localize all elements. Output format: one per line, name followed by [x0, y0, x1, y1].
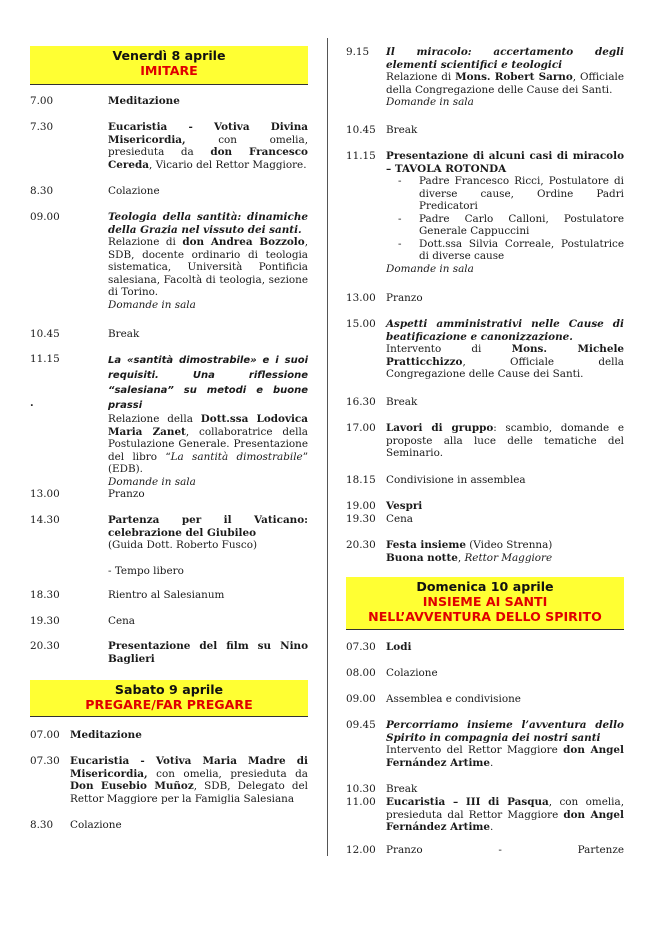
entry-qa: Domande in sala — [386, 262, 474, 275]
entry-time: 13.00 — [346, 292, 376, 304]
entry-time: 07.30 — [30, 755, 60, 767]
entry-title: Il miracolo: accertamento degli elementi scientifici e teologici — [386, 46, 624, 71]
entry-time: 11.15 — [346, 150, 376, 162]
entry-title: Vespri — [386, 500, 423, 512]
sun-entry-eucaristia — [346, 796, 624, 834]
entry-text: , Officiale della Congregazione delle Cause dei Santi. — [386, 71, 624, 96]
entry-time: 20.30 — [346, 539, 376, 551]
sat-entry-colazione — [30, 819, 308, 832]
entry-text: Intervento di — [386, 343, 512, 355]
entry-speaker: Mons. Robert Sarno — [455, 71, 573, 83]
entry-text: Pranzo — [386, 292, 423, 304]
entry-time: 09.45 — [346, 719, 376, 731]
fri-entry-pranzo — [30, 488, 308, 501]
entry-time: 19.30 — [30, 615, 60, 627]
entry-time: 16.30 — [346, 396, 376, 408]
sun-entry-colazione — [346, 667, 624, 680]
entry-time: 11.15 — [30, 353, 60, 365]
entry-text: Relazione di — [386, 71, 456, 83]
entry-title: Lodi — [386, 641, 412, 653]
sun-entry-pranzo — [346, 844, 624, 857]
sat-entry-condivisione — [346, 474, 624, 487]
entry-time: 8.30 — [30, 185, 54, 197]
entry-text: Break — [386, 396, 418, 408]
sat-entry-tavola — [346, 150, 624, 275]
fri-entry-cena — [30, 615, 308, 628]
entry-text: con omelia, presieduta da — [108, 133, 308, 158]
entry-title: Festa insieme — [386, 539, 466, 551]
entry-time: 09.00 — [30, 211, 60, 223]
entry-time: 7.30 — [30, 121, 54, 133]
entry-book: La santità dimostrabile — [170, 450, 303, 463]
entry-text: Cena — [386, 513, 413, 525]
entry-time: 19.00 — [346, 500, 376, 512]
fri-entry-vaticano — [30, 514, 308, 577]
entry-time: 10.30 — [346, 783, 376, 795]
entry-time: 11.00 — [346, 796, 376, 808]
entry-text: Break — [108, 328, 140, 340]
fri-entry-meditazione — [30, 95, 308, 108]
list-item: - Padre Carlo Calloni, Postulatore Generale Cappuccini — [398, 212, 624, 237]
friday-day: Venerdì 8 aprile — [112, 48, 226, 63]
entry-text: . — [490, 756, 494, 769]
column-divider — [327, 38, 328, 856]
entry-text: , Officiale della Congregazione delle Cause dei Santi. — [386, 355, 624, 380]
entry-title: Presentazione del film su Nino Baglieri — [108, 640, 308, 665]
entry-text: (Guida Dott. Roberto Fusco) — [108, 539, 258, 551]
entry-title: Eucaristia – III di Pasqua — [386, 796, 549, 808]
entry-time: 07.30 — [346, 641, 376, 653]
sat-entry-vespri — [346, 500, 624, 513]
entry-time: 18.15 — [346, 474, 376, 486]
list-item: - Padre Francesco Ricci, Postulatore di diverse cause, Ordine Padri Predicatori — [398, 175, 624, 212]
entry-title: Eucaristia - Votiva Maria Madre di Misericordia, — [70, 755, 308, 780]
entry-text: (Video Strenna) — [465, 539, 553, 551]
entry-text: Condivisione in assemblea — [386, 474, 526, 486]
entry-title: Percorriamo insieme l’avventura dello Spirito in compagnia dei nostri santi — [386, 719, 624, 744]
entry-text: Colazione — [70, 819, 122, 831]
entry-time: 8.30 — [30, 819, 54, 831]
entry-qa: Domande in sala — [108, 475, 196, 488]
friday-theme: IMITARE — [140, 63, 198, 78]
entry-mark: . — [30, 397, 34, 409]
entry-text: , SDB, docente ordinario di teologia sistematica, Università Pontificia salesiana, Facoltà di teologia, sezione di Torino. — [108, 236, 308, 298]
entry-time: 20.30 — [30, 640, 60, 652]
entry-text: Break — [386, 124, 418, 136]
entry-text: , collaboratrice della Postulazione Generale. Presentazione del libro “ — [108, 425, 308, 463]
sat-entry-lavori — [346, 422, 624, 460]
fri-entry-colazione — [30, 185, 308, 198]
sat-entry-meditazione — [30, 729, 308, 742]
entry-time: 9.15 — [346, 46, 370, 58]
entry-text: Cena — [108, 615, 135, 627]
entry-time: 07.00 — [30, 729, 60, 741]
entry-text: ” (EDB). — [108, 450, 308, 475]
fri-entry-rientro — [30, 589, 308, 602]
entry-time: 18.30 — [30, 589, 60, 601]
fri-entry-break — [30, 328, 308, 341]
entry-text: Break — [386, 783, 418, 795]
sun-entry-break — [346, 783, 624, 796]
sat-entry-eucaristia — [30, 755, 308, 805]
entry-text: Relazione della — [108, 413, 201, 425]
sat-entry-festa — [346, 539, 624, 564]
entry-speaker: don Francesco Cereda — [108, 146, 308, 171]
sun-entry-percorriamo — [346, 719, 624, 769]
sunday-theme-line2: NELL’AVVENTURA DELLO SPIRITO — [368, 609, 602, 624]
entry-text: . — [490, 821, 494, 833]
sat-entry-break1 — [346, 124, 624, 137]
fri-entry-eucaristia — [30, 121, 308, 171]
sat-entry-miracolo — [346, 46, 624, 109]
entry-time: 09.00 — [346, 693, 376, 705]
entry-title: Eucaristia - Votiva Divina Misericordia, — [108, 121, 308, 146]
entry-time: 19.30 — [346, 513, 376, 525]
entry-time: 15.00 — [346, 318, 376, 330]
saturday-header — [30, 680, 308, 717]
list-item: - Dott.ssa Silvia Correale, Postulatrice di diverse cause — [398, 237, 624, 262]
entry-text: Colazione — [108, 185, 160, 197]
entry-title: Meditazione — [108, 95, 180, 107]
sunday-header — [346, 577, 624, 630]
entry-text: Assemblea e condivisione — [386, 693, 521, 705]
entry-time: 14.30 — [30, 514, 60, 526]
entry-qa: Domande in sala — [108, 298, 196, 311]
entry-text: Relazione di — [108, 236, 183, 248]
entry-text: Intervento del Rettor Maggiore — [386, 744, 564, 756]
sat-entry-break2 — [346, 396, 624, 409]
fri-entry-teologia — [30, 211, 308, 311]
sat-entry-cena — [346, 513, 624, 526]
entry-time: 7.00 — [30, 95, 54, 107]
speaker-list — [386, 175, 624, 263]
saturday-day: Sabato 9 aprile — [114, 682, 224, 697]
entry-text: Colazione — [386, 667, 438, 679]
sun-entry-lodi — [346, 641, 624, 654]
entry-text: Pranzo - Partenze — [386, 844, 624, 856]
sunday-day: Domenica 10 aprile — [416, 579, 554, 594]
entry-title: Buona notte — [386, 551, 458, 564]
entry-speaker: Don Eusebio Muñoz — [70, 780, 194, 792]
entry-text: Pranzo — [108, 488, 145, 500]
entry-time: 08.00 — [346, 667, 376, 679]
entry-title: Teologia della santità: dinamiche della Grazia nel vissuto dei santi. — [108, 211, 308, 236]
entry-title: Lavori di gruppo — [386, 422, 494, 434]
entry-text: , SDB, Delegato del Rettor Maggiore per la Famiglia Salesiana — [70, 780, 308, 805]
entry-time: 12.00 — [346, 844, 376, 856]
saturday-theme: PREGARE/FAR PREGARE — [85, 697, 253, 712]
entry-text: , — [457, 551, 465, 564]
entry-speaker: Mons. Michele Pratticchizzo — [386, 343, 625, 368]
entry-text: , Vicario del Rettor Maggiore. — [148, 158, 307, 171]
sun-entry-assemblea — [346, 693, 624, 706]
entry-qa: Domande in sala — [386, 96, 474, 108]
entry-speaker: don Angel Fernández Artime — [386, 808, 624, 833]
sunday-theme-line1: INSIEME AI SANTI — [422, 594, 548, 609]
entry-text: Rettor Maggiore — [464, 551, 553, 564]
fri-entry-film — [30, 640, 308, 665]
entry-title: Presentazione di alcuni casi di miracolo – TAVOLA ROTONDA — [386, 150, 624, 175]
entry-title: Partenza per il Vaticano: celebrazione del Giubileo — [108, 514, 308, 539]
entry-text: con omelia, presieduta da — [147, 767, 308, 780]
entry-speaker: don Andrea Bozzolo — [182, 236, 305, 248]
fri-entry-santita — [30, 353, 308, 488]
entry-text: , con omelia, presieduta dal Rettor Maggiore — [386, 796, 624, 821]
sat-entry-amministrativi — [346, 318, 624, 381]
entry-title: La «santità dimostrabile» e i suoi requisiti. Una riflessione “salesiana” su metodi e buone prassi — [108, 355, 308, 411]
entry-text: : scambio, domande e proposte alla luce delle tematiche del Seminario. — [386, 422, 624, 459]
entry-time: 10.45 — [346, 124, 376, 136]
entry-speaker: don Angel Fernández Artime — [386, 744, 624, 769]
sat-entry-pranzo — [346, 292, 624, 305]
entry-title: Meditazione — [70, 729, 142, 741]
entry-time: 10.45 — [30, 328, 60, 340]
entry-time: 13.00 — [30, 488, 60, 500]
entry-text: - Tempo libero — [108, 564, 184, 577]
entry-time: 17.00 — [346, 422, 376, 434]
friday-header — [30, 46, 308, 85]
entry-title: Aspetti amministrativi nelle Cause di beatificazione e canonizzazione. — [386, 318, 624, 343]
entry-speaker: Dott.ssa Lodovica Maria Zanet — [108, 413, 308, 438]
entry-text: Rientro al Salesianum — [108, 589, 225, 601]
